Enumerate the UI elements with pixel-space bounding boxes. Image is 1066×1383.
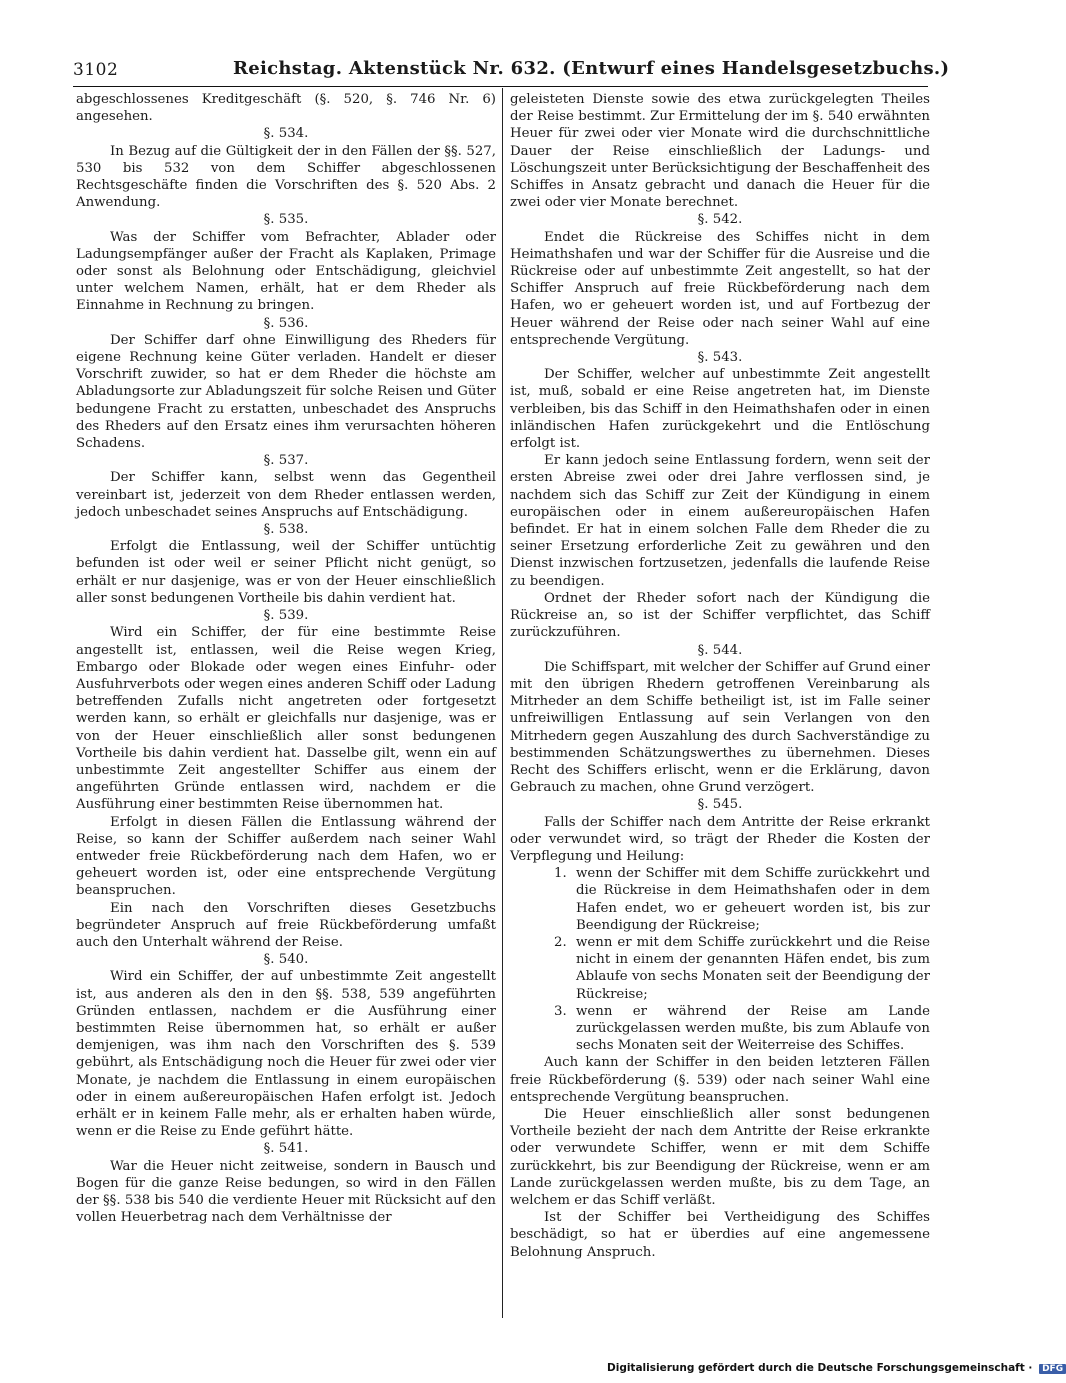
list-item (510, 1003, 930, 1055)
running-title: Reichstag. Aktenstück Nr. 632. (Entwurf eines Handelsgesetzbuchs.) (233, 58, 950, 79)
paragraph: Falls der Schiffer nach dem Antritte der Reise erkrankt oder verwundet wird, so trägt der Rheder die Kosten der Verpflegung und Heilung: (510, 814, 930, 864)
paragraph: Der Schiffer kann, selbst wenn das Gegentheil vereinbart ist, jederzeit von dem Rheder entlassen werden, jedoch unbeschadet seines Anspruchs auf Entschädigung. (76, 470, 496, 520)
section-heading: §. 534. (263, 126, 309, 142)
list-number: 1. (554, 866, 567, 882)
section-heading: §. 545. (697, 797, 743, 813)
section-heading: §. 544. (697, 642, 743, 658)
list-number: 3. (554, 1003, 567, 1019)
list-item (510, 934, 930, 1003)
numbered-list (510, 865, 930, 1054)
column-divider (502, 88, 503, 1318)
section-heading: §. 535. (263, 212, 309, 228)
page-header (73, 58, 950, 86)
section-heading: §. 539. (263, 608, 309, 624)
section-heading: §. 540. (263, 952, 309, 968)
paragraph: Endet die Rückreise des Schiffes nicht in dem Heimathshafen und war der Schiffer für die Ausreise und die Rückreise oder auf unbestimmte Zeit angestellt, so hat der Schiffer Anspruch auf freie Rückbeförderung nach dem Hafen, wo er geheuert worden ist, und auf Fortbezug der Heuer während der Reise oder nach seiner Wahl auf eine entsprechende Vergütung. (510, 229, 930, 348)
list-text: wenn er während der Reise am Lande zurückgelassen werden mußte, bis zum Ablaufe von sechs Monaten seit der Weiterreise des Schiffes. (576, 1003, 930, 1054)
paragraph: Er kann jedoch seine Entlassung fordern, wenn seit der ersten Abreise zwei oder drei Jahre verflossen sind, je nachdem sich das Schiff zur Zeit der Kündigung in einem europäischen oder in einem außereuropäischen Hafen befindet. Er hat in einem solchen Falle dem Rheder die zu seiner Ersetzung erforderliche Zeit zu gewähren und den Dienst inzwischen fortzusetzen, jedenfalls die laufende Reise zu beendigen. (510, 453, 930, 589)
paragraph: In Bezug auf die Gültigkeit der in den Fällen der §§. 527, 530 bis 532 von dem Schiffer abgeschlossenen Rechtsgeschäfte finden die Vorschriften des §. 520 Abs. 2 Anwendung. (76, 143, 496, 211)
funding-footer (607, 1362, 1066, 1374)
left-column (76, 91, 496, 1226)
paragraph: Auch kann der Schiffer in den beiden letzteren Fällen freie Rückbeförderung (§. 539) oder nach seiner Wahl eine entsprechende Vergütung beanspruchen. (510, 1055, 930, 1105)
paragraph: Ist der Schiffer bei Vertheidigung des Schiffes beschädigt, so hat er überdies auf eine angemessene Belohnung Anspruch. (510, 1210, 930, 1260)
paragraph: Wird ein Schiffer, der für eine bestimmte Reise angestellt ist, entlassen, weil die Reise wegen Krieg, Embargo oder Blokade oder wegen eines Einfuhr- oder Ausfuhrverbots oder wegen eines anderen Schiff oder Ladung betreffenden Zufalls nicht angetreten oder fortgesetzt werden kann, so erhält er gleichfalls nur dasjenige, was er von der Heuer einschließlich aller sonst bedungenen Vortheile bis dahin verdient hat. Dasselbe gilt, wenn ein auf unbestimmte Zeit angestellter Schiffer aus einem der angeführten Gründe entlassen wird, nachdem er die Ausführung einer bestimmten Reise übernommen hat. (76, 625, 496, 813)
paragraph: Die Schiffspart, mit welcher der Schiffer auf Grund einer mit den übrigen Rhedern getroffenen Vereinbarung als Mitrheder an dem Schiffe betheiligt ist, ist im Falle seiner unfreiwilligen Entlassung auf sein Verlangen von den Mitrhedern gegen Auszahlung des durch Sachverständige zu bestimmenden Schätzungswerthes zu übernehmen. Dieses Recht des Schiffers erlischt, wenn er die Erklärung, davon Gebrauch zu machen, ohne Grund verzögert. (510, 659, 930, 796)
list-item (510, 865, 930, 934)
paragraph: Erfolgt in diesen Fällen die Entlassung während der Reise, so kann der Schiffer außerdem nach seiner Wahl entweder freie Rückbeförderung nach dem Hafen, wo er geheuert worden ist, oder eine entsprechende Vergütung beanspruchen. (76, 814, 496, 899)
paragraph: War die Heuer nicht zeitweise, sondern in Bausch und Bogen für die ganze Reise bedungen, so wird in den Fällen der §§. 538 bis 540 die verdiente Heuer mit Rücksicht auf den vollen Heuerbetrag nach dem Verhältnisse der (76, 1158, 496, 1226)
list-text: wenn der Schiffer mit dem Schiffe zurückkehrt und die Rückreise in dem Heimathshafen oder in dem Hafen endet, wo er geheuert worden ist, bis zur Beendigung der Rückreise; (576, 866, 930, 933)
funding-note: Digitalisierung gefördert durch die Deutsche Forschungsgemeinschaft · (607, 1362, 1033, 1374)
section-heading: §. 538. (263, 522, 309, 538)
section-heading: §. 541. (263, 1141, 309, 1157)
paragraph: abgeschlossenes Kreditgeschäft (§. 520, §. 746 Nr. 6) angesehen. (76, 92, 496, 125)
paragraph: Der Schiffer, welcher auf unbestimmte Zeit angestellt ist, muß, sobald er eine Reise angetreten hat, im Dienste verbleiben, bis das Schiff in den Heimathshafen oder in einen inländischen Hafen zurückgekehrt und die Entlöschung erfolgt ist. (510, 367, 930, 452)
list-number: 2. (554, 934, 567, 950)
header-rule (73, 86, 928, 87)
section-heading: §. 537. (263, 453, 309, 469)
paragraph: Die Heuer einschließlich aller sonst bedungenen Vortheile bezieht der nach dem Antritte der Reise erkrankte oder verwundete Schiffer, wenn er mit dem Schiffe zurückkehrt, bis zur Beendigung der Rückreise, wenn er am Lande zurückgelassen werden mußte, bis zu dem Tage, an welchem er das Schiff verläßt. (510, 1106, 930, 1208)
paragraph: Der Schiffer darf ohne Einwilligung des Rheders für eigene Rechnung keine Güter verladen. Handelt er dieser Vorschrift zuwider, so hat er dem Rheder die höchste am Abladungsorte zur Abladungszeit für solche Reisen und Güter bedungene Fracht zu erstatten, unbeschadet des Anspruchs des Rheders auf den Ersatz eines ihm verursachten höheren Schadens. (76, 332, 496, 452)
dfg-logo: DFG (1039, 1364, 1066, 1374)
page-number: 3102 (73, 60, 119, 80)
list-text: wenn er mit dem Schiffe zurückkehrt und die Reise nicht in einem der genannten Häfen endet, bis zum Ablaufe von sechs Monaten seit der Beendigung der Rückreise; (576, 934, 930, 1002)
paragraph: geleisteten Dienste sowie des etwa zurückgelegten Theiles der Reise bestimmt. Zur Ermittelung der im §. 540 erwähnten Heuer für zwei oder vier Monate wird die durchschnittliche Dauer der Reise einschließlich der Ladungs- und Löschungszeit unter Berücksichtigung der Beschaffenheit des Schiffes in Ansatz gebracht und danach die Heuer für die zwei oder vier Monate berechnet. (510, 92, 930, 211)
right-column (510, 91, 930, 1261)
paragraph: Ordnet der Rheder sofort nach der Kündigung die Rückreise an, so ist der Schiffer verpflichtet, das Schiff zurückzuführen. (510, 590, 930, 641)
section-heading: §. 536. (263, 315, 309, 331)
section-heading: §. 543. (697, 350, 743, 366)
paragraph: Erfolgt die Entlassung, weil der Schiffer untüchtig befunden ist oder weil er seiner Pflicht nicht genügt, so erhält er nur dasjenige, was er von der Heuer einschließlich aller sonst bedungenen Vortheile bis dahin verdient hat. (76, 539, 496, 606)
paragraph: Ein nach den Vorschriften dieses Gesetzbuchs begründeter Anspruch auf freie Rückbeförderung umfaßt auch den Unterhalt während der Reise. (76, 900, 496, 950)
paragraph: Was der Schiffer vom Befrachter, Ablader oder Ladungsempfänger außer der Fracht als Kaplaken, Primage oder sonst als Belohnung oder Entschädigung, gleichviel unter welchem Namen, erhält, hat er dem Rheder als Einnahme in Rechnung zu bringen. (76, 229, 496, 314)
section-heading: §. 542. (697, 212, 743, 228)
paragraph: Wird ein Schiffer, der auf unbestimmte Zeit angestellt ist, aus anderen als den in den §§. 538, 539 angeführten Gründen entlassen, nachdem er die Ausführung einer bestimmten Reise übernommen hat, so erhält er außer demjenigen, was ihm nach den Vorschriften des §. 539 gebührt, als Entschädigung noch die Heuer für zwei oder vier Monate, je nachdem die Entlassung in einem europäischen oder in einem außereuropäischen Hafen erfolgt ist. Jedoch erhält er in keinem Falle mehr, als er erhalten haben würde, wenn er die Reise zu Ende geführt hätte. (76, 969, 496, 1140)
